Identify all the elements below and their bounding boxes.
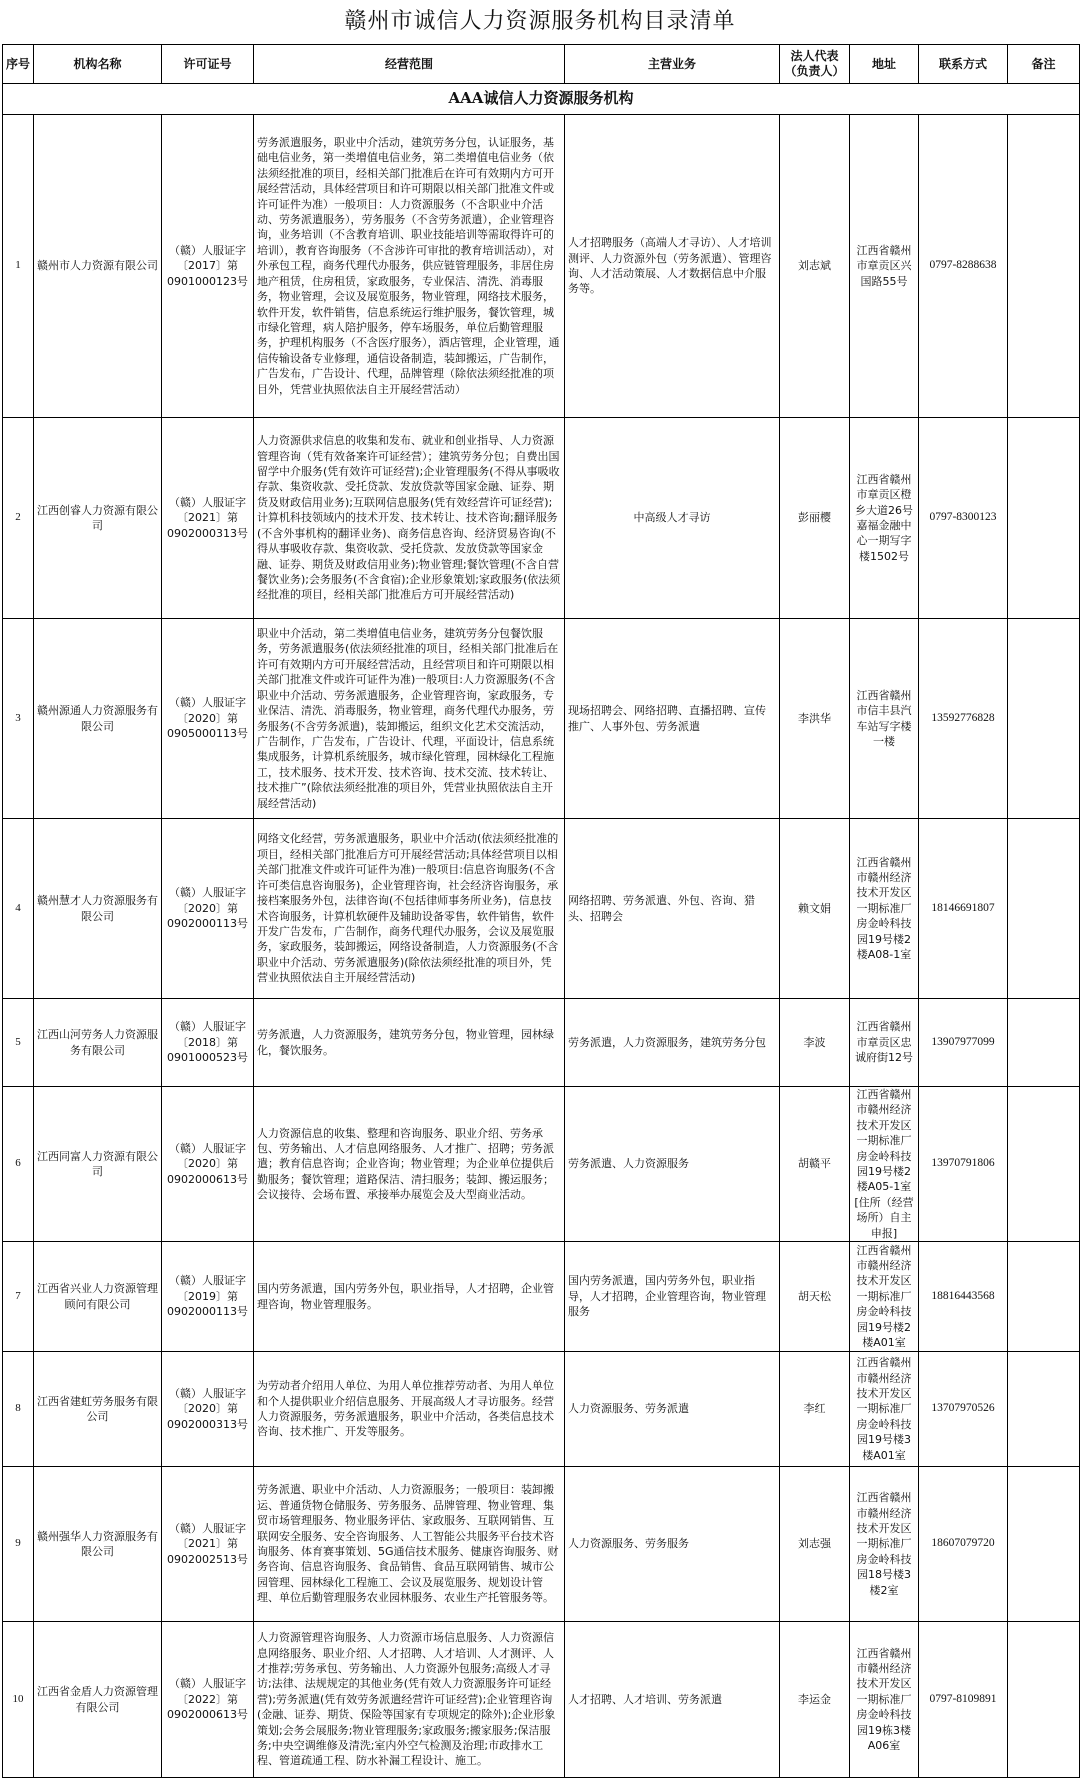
table-row <box>3 1242 1080 1352</box>
row-note <box>1008 819 1080 999</box>
row-idx: 9 <box>3 1467 34 1622</box>
table-row <box>3 115 1080 418</box>
row-org: 赣州强华人力资源服务有限公司 <box>34 1467 162 1622</box>
row-rep: 刘志强 <box>780 1467 850 1622</box>
row-main: 现场招聘会、网络招聘、直播招聘、宣传推广、人事外包、劳务派遣 <box>565 619 780 819</box>
row-addr: 江西省赣州市赣州经济技术开发区一期标准厂房金岭科技园19栋3楼A06室 <box>850 1622 919 1778</box>
row-addr: 江西省赣州市赣州经济技术开发区一期标准厂房金岭科技园19号楼3楼A01室 <box>850 1352 919 1467</box>
row-phone: 18146691807 <box>919 819 1008 999</box>
header-scope: 经营范围 <box>254 45 565 84</box>
row-main: 中高级人才寻访 <box>565 418 780 619</box>
row-org: 江西省建虹劳务服务有限公司 <box>34 1352 162 1467</box>
row-addr: 江西省赣州市章贡区橙乡大道26号嘉福金融中心一期写字楼1502号 <box>850 418 919 619</box>
row-phone: 0797-8109891 <box>919 1622 1008 1778</box>
row-rep: 李波 <box>780 999 850 1087</box>
row-license: （赣）人服证字〔2020〕第0902000613号 <box>162 1087 254 1242</box>
row-idx: 6 <box>3 1087 34 1242</box>
row-scope: 劳务派遣服务，职业中介活动，建筑劳务分包，认证服务，基础电信业务，第一类增值电信业务，第二类增值电信业务（依法须经批准的项目，经相关部门批准后在许可有效期内方可开展经营活动，具体经营项目和许可期限以相关部门批准文件或许可证件为准）一般项目：人力资源服务（不含职业中介活动、劳务派遣服务），劳务服务（不含劳务派遣），企业管理咨询，业务培训（不含教育培训、职业技能培训等需取得许可的培训），教育咨询服务（不含涉许可审批的教育培训活动），对外承包工程，商务代理代办服务，供应链管理服务，非居住房地产租赁，住房租赁，家政服务，专业保洁、清洗、消毒服务，物业管理，会议及展览服务，物业管理，网络技术服务，软件开发，软件销售，信息系统运行维护服务，餐饮管理，城市绿化管理，病人陪护服务，停车场服务，单位后勤管理服务，护理机构服务（不含医疗服务），酒店管理，企业管理，通信传输设备专业修理，通信设备制造，装卸搬运，广告制作，广告发布，广告设计、代理，品牌管理（除依法须经批准的项目外，凭营业执照依法自主开展经营活动） <box>254 115 565 418</box>
row-rep: 胡赣平 <box>780 1087 850 1242</box>
row-license: （赣）人服证字〔2018〕第0901000523号 <box>162 999 254 1087</box>
row-note <box>1008 1622 1080 1778</box>
row-note <box>1008 1087 1080 1242</box>
section-row <box>3 84 1080 115</box>
row-note <box>1008 999 1080 1087</box>
row-note <box>1008 1352 1080 1467</box>
header-license: 许可证号 <box>162 45 254 84</box>
row-scope: 国内劳务派遣，国内劳务外包，职业指导，人才招聘，企业管理咨询，物业管理服务。 <box>254 1242 565 1352</box>
row-license: （赣）人服证字〔2017〕第0901000123号 <box>162 115 254 418</box>
row-license: （赣）人服证字〔2020〕第0902000113号 <box>162 819 254 999</box>
row-idx: 3 <box>3 619 34 819</box>
row-addr: 江西省赣州市赣州经济技术开发区一期标准厂房金岭科技园19号楼2楼A05-1室 [住所（经营场所）自主申报] <box>850 1087 919 1242</box>
row-phone: 13592776828 <box>919 619 1008 819</box>
row-scope: 人力资源信息的收集、整理和咨询服务、职业介绍、劳务承包、劳务输出、人才信息网络服务、人才推广、招聘；劳务派遣；教育信息咨询；企业咨询；物业管理；为企业单位提供后勤服务；餐饮管理；道路保洁、清扫服务；装卸、搬运服务；会议接待、会场布置、承接举办展览会及大型商业活动。 <box>254 1087 565 1242</box>
row-phone: 18816443568 <box>919 1242 1008 1352</box>
table-row <box>3 418 1080 619</box>
row-note <box>1008 1467 1080 1622</box>
header-row <box>3 45 1080 84</box>
row-idx: 1 <box>3 115 34 418</box>
row-addr: 江西省赣州市章贡区兴国路55号 <box>850 115 919 418</box>
row-addr: 江西省赣州市赣州经济技术开发区一期标准厂房金岭科技园19号楼2楼A01室 <box>850 1242 919 1352</box>
row-phone: 0797-8300123 <box>919 418 1008 619</box>
header-idx: 序号 <box>3 45 34 84</box>
page-title: 赣州市诚信人力资源服务机构目录清单 <box>344 9 736 34</box>
row-main: 国内劳务派遣，国内劳务外包，职业指导，人才招聘，企业管理咨询，物业管理服务 <box>565 1242 780 1352</box>
header-rep: 法人代表（负责人） <box>780 45 850 84</box>
row-main: 人力资源服务、劳务服务 <box>565 1467 780 1622</box>
row-scope: 人力资源管理咨询服务、人力资源市场信息服务、人力资源信息网络服务、职业介绍、人才招聘、人才培训、人才测评、人才推荐;劳务承包、劳务输出、人力资源外包服务;高级人才寻访;法律、法规规定的其他业务(凭有效人力资源服务许可证经营);劳务派遣(凭有效劳务派遣经营许可证经营);企业管理咨询(金融、证券、期货、保险等国家有专项规定的除外);企业形象策划;会务会展服务;物业管理服务;家政服务;搬家服务;保洁服务;中央空调维修及清洗;室内外空气检测及治理;市政排水工程、管道疏通工程、防水补漏工程设计、施工。 <box>254 1622 565 1778</box>
row-rep: 赖文娟 <box>780 819 850 999</box>
row-license: （赣）人服证字〔2022〕第0902000613号 <box>162 1622 254 1778</box>
row-org: 江西同富人力资源有限公司 <box>34 1087 162 1242</box>
row-rep: 李红 <box>780 1352 850 1467</box>
row-license: （赣）人服证字〔2020〕第0905000113号 <box>162 619 254 819</box>
header-phone: 联系方式 <box>919 45 1008 84</box>
row-addr: 江西省赣州市章贡区忠诚府街12号 <box>850 999 919 1087</box>
row-main: 人才招聘服务（高端人才寻访）、人才培训测评、人力资源外包（劳务派遣）、管理咨询、人才活动策展、人才数据信息中介服务等。 <box>565 115 780 418</box>
header-org: 机构名称 <box>34 45 162 84</box>
row-phone: 13970791806 <box>919 1087 1008 1242</box>
row-phone: 13707970526 <box>919 1352 1008 1467</box>
row-idx: 5 <box>3 999 34 1087</box>
row-note <box>1008 1242 1080 1352</box>
row-note <box>1008 418 1080 619</box>
row-org: 赣州源通人力资源服务有限公司 <box>34 619 162 819</box>
row-rep: 胡天松 <box>780 1242 850 1352</box>
row-addr: 江西省赣州市赣州经济技术开发区一期标准厂房金岭科技园18号楼3楼2室 <box>850 1467 919 1622</box>
row-license: （赣）人服证字〔2019〕第0902000113号 <box>162 1242 254 1352</box>
row-license: （赣）人服证字〔2021〕第0902000313号 <box>162 418 254 619</box>
row-rep: 李洪华 <box>780 619 850 819</box>
row-license: （赣）人服证字〔2021〕第0902002513号 <box>162 1467 254 1622</box>
row-rep: 李运金 <box>780 1622 850 1778</box>
row-scope: 人力资源供求信息的收集和发布、就业和创业指导、人力资源管理咨询（凭有效备案许可证经营）；建筑劳务分包；自费出国留学中介服务(凭有效许可证经营);企业管理服务(不得从事吸收存款、集资收款、受托贷款、发放贷款等国家金融、证券、期货及财政信用业务);互联网信息服务(凭有效经营许可证经营);计算机科技领域内的技术开发、技术转让、技术咨询;翻译服务(不含外事机构的翻译业务)、商务信息咨询、经济贸易咨询(不得从事吸收存款、集资收款、受托贷款、发放贷款等国家金融、证券、期货及财政信用业务);物业管理;餐饮管理(不含自营餐饮业务);会务服务(不含食宿);企业形象策划;家政服务(依法须经批准的项目，经相关部门批准后方可开展经营活动) <box>254 418 565 619</box>
table-row <box>3 819 1080 999</box>
row-rep: 彭丽樱 <box>780 418 850 619</box>
row-main: 人力资源服务、劳务派遣 <box>565 1352 780 1467</box>
row-scope: 职业中介活动，第二类增值电信业务，建筑劳务分包餐饮服务，劳务派遣服务(依法须经批准的项目，经相关部门批准后在许可有效期内方可开展经营活动，且经营项目和许可期限以相关部门批准文件或许可证件为准)一般项目:人力资源服务(不含职业中介活动、劳务派遣服务，企业管理咨询，家政服务，专业保洁、清洗、消毒服务，物业管理，商务代理代办服务，劳务服务(不含劳务派遣)，装卸搬运，组织文化艺术交流活动，广告制作，广告发布，广告设计、代理，平面设计，信息系统集成服务，计算机系统服务，城市绿化管理，园林绿化工程施工，技术服务、技术开发、技术咨询、技术交流、技术转让、技术推广”(除依法须经批准的项目外，凭营业执照依法自主开展经营活动) <box>254 619 565 819</box>
row-org: 江西省兴业人力资源管理顾问有限公司 <box>34 1242 162 1352</box>
row-addr: 江西省赣州市赣州经济技术开发区一期标准厂房金岭科技园19号楼2楼A08-1室 <box>850 819 919 999</box>
row-idx: 10 <box>3 1622 34 1778</box>
header-main: 主营业务 <box>565 45 780 84</box>
row-idx: 4 <box>3 819 34 999</box>
row-rep: 刘志斌 <box>780 115 850 418</box>
table-row <box>3 999 1080 1087</box>
section-title: AAA诚信人力资源服务机构 <box>3 84 1080 115</box>
table-row <box>3 1467 1080 1622</box>
table-row <box>3 619 1080 819</box>
row-scope: 劳务派遣，人力资源服务，建筑劳务分包，物业管理，园林绿化，餐饮服务。 <box>254 999 565 1087</box>
row-main: 劳务派遣、人力资源服务 <box>565 1087 780 1242</box>
row-org: 江西省金盾人力资源管理有限公司 <box>34 1622 162 1778</box>
row-scope: 网络文化经营，劳务派遣服务，职业中介活动(依法须经批准的项目，经相关部门批准后方可开展经营活动;具体经营项目以相关部门批准文件或许可证件为准)一般项目:信息咨询服务(不含许可类信息咨询服务)，企业管理咨询，社会经济咨询服务，承接档案服务外包，法律咨询(不包括律师事务所业务)，信息技术咨询服务，计算机软硬件及辅助设备零售，软件销售，软件开发广告发布，广告制作，商务代理代办服务，会议及展览服务，家政服务，装卸搬运，网络设备制造，人力资源服务(不含职业中介活动、劳务派遣服务)(除依法须经批准的项目外，凭营业执照依法自主开展经营活动) <box>254 819 565 999</box>
header-note: 备注 <box>1008 45 1080 84</box>
row-main: 网络招聘、劳务派遣、外包、咨询、猎头、招聘会 <box>565 819 780 999</box>
row-idx: 7 <box>3 1242 34 1352</box>
row-idx: 2 <box>3 418 34 619</box>
row-org: 江西创睿人力资源有限公司 <box>34 418 162 619</box>
row-phone: 18607079720 <box>919 1467 1008 1622</box>
row-phone: 0797-8288638 <box>919 115 1008 418</box>
row-addr: 江西省赣州市信丰县汽车站写字楼一楼 <box>850 619 919 819</box>
row-phone: 13907977099 <box>919 999 1008 1087</box>
header-addr: 地址 <box>850 45 919 84</box>
row-scope: 为劳动者介绍用人单位、为用人单位推荐劳动者、为用人单位和个人提供职业介绍信息服务、开展高级人才寻访服务。经营人力资源服务，劳务派遣服务，职业中介活动，各类信息技术咨询、技术推广、开发等服务。 <box>254 1352 565 1467</box>
row-note <box>1008 115 1080 418</box>
row-idx: 8 <box>3 1352 34 1467</box>
row-scope: 劳务派遣、职业中介活动、人力资源服务；一般项目：装卸搬运、普通货物仓储服务、劳务服务、品牌管理、物业管理、集贸市场管理服务、物业服务评估、家政服务、互联网销售、互联网安全服务、安全咨询服务、人工智能公共服务平台技术咨询服务、体育赛事策划、5G通信技术服务、健康咨询服务、财务咨询、信息咨询服务、食品销售、食品互联网销售、城市公园管理、园林绿化工程施工、会议及展览服务、规划设计管理、单位后勤管理服务农业园林服务、农业生产托管服务等。 <box>254 1467 565 1622</box>
row-main: 劳务派遣，人力资源服务，建筑劳务分包 <box>565 999 780 1087</box>
row-org: 赣州市人力资源有限公司 <box>34 115 162 418</box>
row-org: 江西山河劳务人力资源服务有限公司 <box>34 999 162 1087</box>
directory-table <box>2 44 1080 1778</box>
row-main: 人才招聘、人才培训、劳务派遣 <box>565 1622 780 1778</box>
table-row <box>3 1622 1080 1778</box>
table-row <box>3 1352 1080 1467</box>
row-license: （赣）人服证字〔2020〕第0902000313号 <box>162 1352 254 1467</box>
row-note <box>1008 619 1080 819</box>
row-org: 赣州慧才人力资源服务有限公司 <box>34 819 162 999</box>
table-row <box>3 1087 1080 1242</box>
